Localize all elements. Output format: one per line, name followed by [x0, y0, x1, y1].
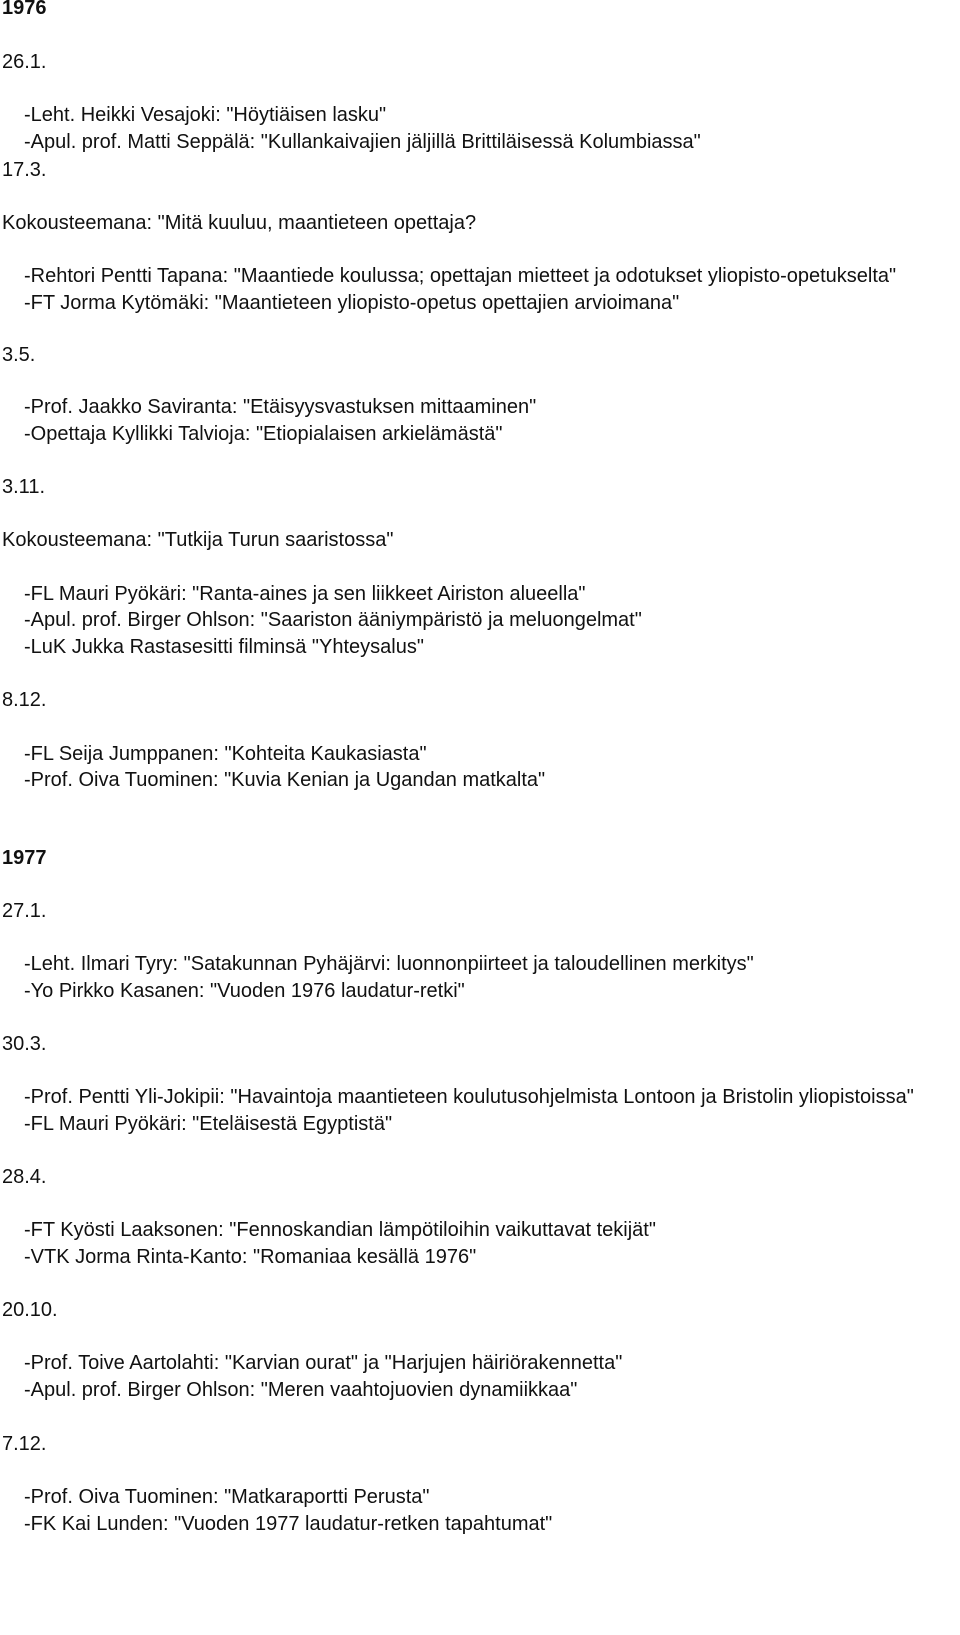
- lecture-line: -LuK Jukka Rastasesitti filminsä "Yhteysalus": [24, 636, 424, 658]
- lecture-line: -FK Kai Lunden: "Vuoden 1977 laudatur-retken tapahtumat": [24, 1513, 553, 1535]
- meeting-theme: Kokousteemana: "Tutkija Turun saaristossa": [2, 529, 394, 551]
- meeting-date: 28.4.: [2, 1166, 47, 1188]
- lecture-line: -FL Mauri Pyökäri: "Eteläisestä Egyptistä": [24, 1113, 393, 1135]
- year-heading: 1976: [2, 0, 47, 19]
- lecture-line: -VTK Jorma Rinta-Kanto: "Romaniaa kesällä 1976": [24, 1246, 477, 1268]
- meeting-date: 8.12.: [2, 689, 47, 711]
- meeting-date: 20.10.: [2, 1299, 58, 1321]
- meeting-date: 27.1.: [2, 900, 47, 922]
- lecture-line: -Apul. prof. Matti Seppälä: "Kullankaivajien jäljillä Brittiläisessä Kolumbiassa": [24, 131, 701, 153]
- lecture-line: -FL Seija Jumppanen: "Kohteita Kaukasiasta": [24, 743, 427, 765]
- meeting-date: 17.3.: [2, 159, 47, 181]
- lecture-line: -Prof. Toive Aartolahti: "Karvian ourat" ja "Harjujen häiriörakennetta": [24, 1352, 623, 1374]
- lecture-line: -Leht. Heikki Vesajoki: "Höytiäisen lasku": [24, 104, 387, 126]
- meeting-theme: Kokousteemana: "Mitä kuuluu, maantieteen opettaja?: [2, 212, 477, 234]
- lecture-line: -Leht. Ilmari Tyry: "Satakunnan Pyhäjärvi: luonnonpiirteet ja taloudellinen merkitys": [24, 953, 754, 975]
- lecture-line: -Prof. Jaakko Saviranta: "Etäisyysvastuksen mittaaminen": [24, 396, 537, 418]
- lecture-line: -Rehtori Pentti Tapana: "Maantiede koulussa; opettajan mietteet ja odotukset yliopisto-opetukselta": [24, 265, 897, 287]
- lecture-line: -Prof. Pentti Yli-Jokipii: "Havaintoja maantieteen koulutusohjelmista Lontoon ja Bristolin yliopistoissa": [24, 1086, 914, 1108]
- lecture-line: -FT Jorma Kytömäki: "Maantieteen yliopisto-opetus opettajien arvioimana": [24, 292, 680, 314]
- lecture-line: -Apul. prof. Birger Ohlson: "Saariston ääniympäristö ja meluongelmat": [24, 609, 642, 631]
- lecture-line: -Prof. Oiva Tuominen: "Kuvia Kenian ja Ugandan matkalta": [24, 769, 546, 791]
- meeting-date: 26.1.: [2, 51, 47, 73]
- lecture-line: -FL Mauri Pyökäri: "Ranta-aines ja sen liikkeet Airiston alueella": [24, 583, 586, 605]
- meeting-date: 7.12.: [2, 1433, 47, 1455]
- year-heading: 1977: [2, 847, 47, 869]
- lecture-line: -FT Kyösti Laaksonen: "Fennoskandian lämpötiloihin vaikuttavat tekijät": [24, 1219, 656, 1241]
- lecture-line: -Opettaja Kyllikki Talvioja: "Etiopialaisen arkielämästä": [24, 423, 503, 445]
- lecture-line: -Yo Pirkko Kasanen: "Vuoden 1976 laudatur-retki": [24, 980, 465, 1002]
- lecture-line: -Prof. Oiva Tuominen: "Matkaraportti Perusta": [24, 1486, 430, 1508]
- lecture-line: -Apul. prof. Birger Ohlson: "Meren vaahtojuovien dynamiikkaa": [24, 1379, 578, 1401]
- meeting-date: 3.11.: [2, 476, 45, 498]
- meeting-date: 3.5.: [2, 344, 36, 366]
- meeting-date: 30.3.: [2, 1033, 47, 1055]
